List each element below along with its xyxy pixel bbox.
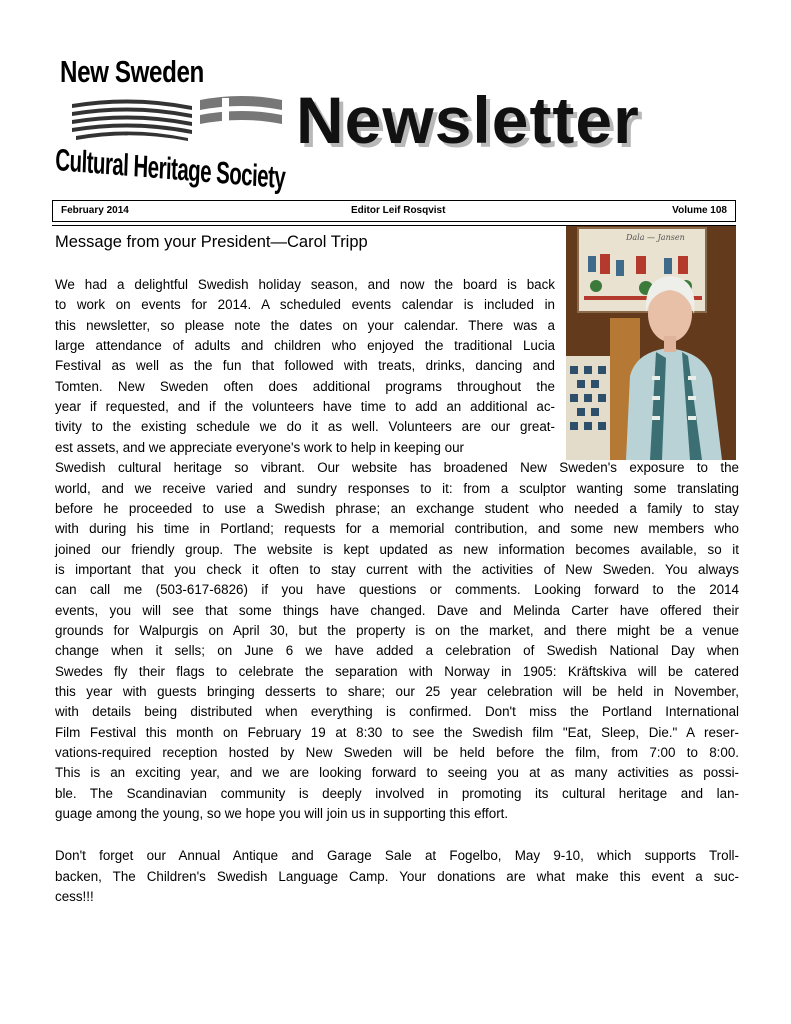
issue-date: February 2014 (61, 205, 129, 216)
body-text-line: est assets, and we appreciate everyone's work to help in keeping our (55, 439, 464, 455)
tapestry-banner-text: Dala — Jansen (626, 233, 685, 242)
body-text-line: large attendance of adults and children who enjoyed the traditional Lucia (55, 338, 555, 354)
body-text-line: guage among the young, so we hope you will join us in supporting this effort. (55, 806, 509, 822)
body-text-line: change when it sells; on June 6 we have added a celebration of Swedish National Day when (55, 643, 739, 659)
body-text-line: Swedish cultural heritage so vibrant. Our website has broadened New Sweden's exposure to the (55, 460, 739, 476)
body-text-line: is important that you check it often to stay current with the activities of New Sweden. You always (55, 561, 739, 577)
body-text-line: joined our friendly group. The website is kept updated as new information becomes available, so it (55, 541, 739, 557)
body-text-line: events, you will see that some things have changed. Dave and Melinda Carter have offered their (55, 602, 739, 618)
body-text-line: this year with guests bringing desserts to share; our 25 year celebration will be held in November, (55, 684, 739, 699)
body-text-line: Festival as well as the fun that followed with treats, drinks, dancing and (55, 358, 555, 374)
body-text-line: ble. The Scandinavian community is deeply involved in promoting its cultural heritage and lan- (55, 785, 739, 801)
body-text-line: This is an exciting year, and we are looking forward to seeing you at as many activities as possi- (55, 765, 739, 781)
body-text-line: tivity to the existing schedule we do it as well. Volunteers are our great- (55, 419, 555, 435)
body-text-line: to work on events for 2014. A scheduled events calendar is included in (55, 297, 555, 313)
flag-stripes-graphic (72, 94, 282, 144)
editor-credit: Editor Leif Rosqvist (351, 205, 446, 216)
body-text-line: world, and we receive varied and sundry responses to it: from a sculptor wanting some translating (55, 480, 739, 496)
body-text-line: Tomten. New Sweden often does additional programs throughout the (55, 378, 555, 394)
body-text-line: with during his time in Portland; requests for a memorial contribution, and some new members who (55, 521, 739, 537)
body-text-line: grounds for Walpurgis on April 30, but the property is on the market, and there might be a venue (55, 622, 739, 638)
article-title: Message from your President—Carol Tripp (55, 233, 368, 251)
body-text-line: can call me (503-617-6826) if you have questions or comments. Looking forward to the 2014 (55, 582, 739, 598)
society-logo (52, 48, 284, 196)
body-text-line: Film Festival this month on February 19 at 8:30 to see the Swedish film "Eat, Sleep, Die." A reser- (55, 724, 739, 740)
volume-number: Volume 108 (672, 205, 727, 216)
logo-text-cultural-heritage-society: Cultural Heritage Society (54, 142, 286, 196)
body-text-line: Swedes fly their flags to celebrate the separation with Norway in 1905: Kräftskiva will be catered (55, 663, 739, 679)
issue-info-bar (52, 200, 736, 222)
body-text-line: backen, The Children's Swedish Language Camp. Your donations are what make this event a suc- (55, 868, 739, 884)
body-text-line: vations-required reception hosted by New Sweden will be held before the film, from 7:00 to 8:00. (55, 745, 739, 761)
body-text-line: with details being distributed when everything is confirmed. Don't miss the Portland International (55, 704, 739, 720)
body-text-line: year if requested, and if the volunteers have time to add an additional ac- (55, 399, 555, 415)
body-text-line: this newsletter, so please note the dates on your calendar. There was a (55, 317, 555, 333)
body-text-line: Don't forget our Annual Antique and Garage Sale at Fogelbo, May 9-10, which supports Troll- (55, 848, 739, 864)
body-text-line: cess!!! (55, 889, 94, 905)
body-text-line: before he proceeded to use a Swedish phrase; an exchange student who needed a family to stay (55, 500, 739, 516)
president-photo (566, 226, 736, 460)
newsletter-masthead: Newsletter (296, 83, 640, 157)
body-text-line: We had a delightful Swedish holiday season, and now the board is back (55, 277, 555, 292)
logo-text-new-sweden: New Sweden (60, 54, 204, 89)
